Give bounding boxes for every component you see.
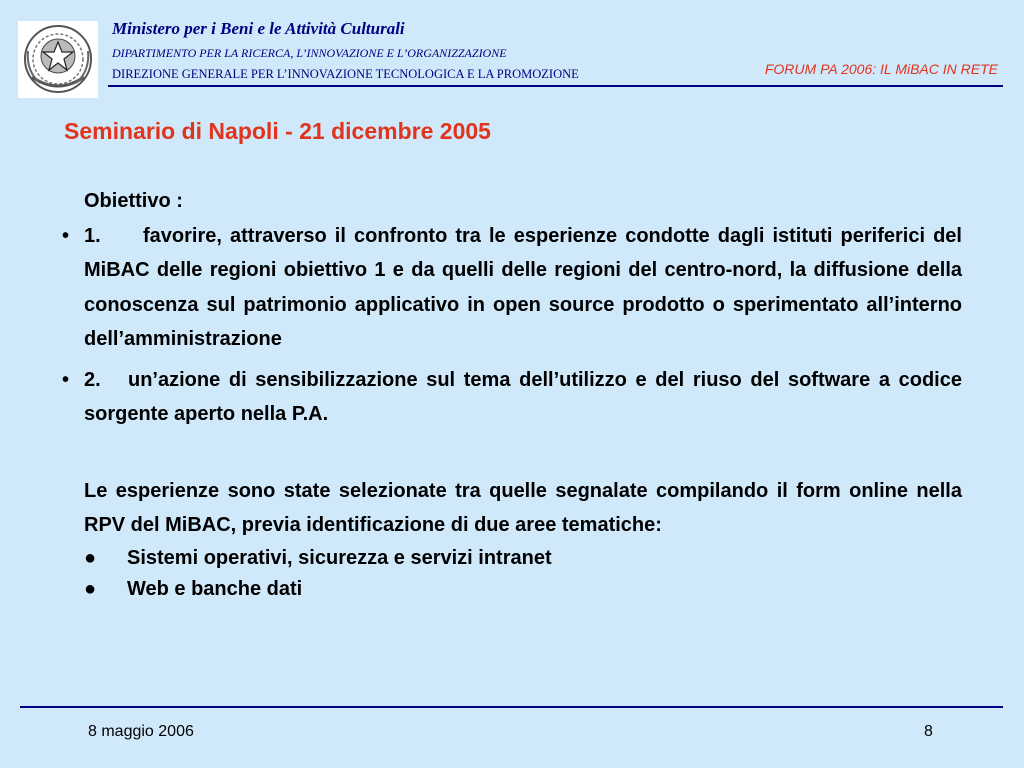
item-number: 2.	[84, 368, 101, 391]
area-label: Web e banche dati	[127, 578, 303, 600]
footer-divider	[20, 706, 1003, 708]
item-text: un’azione di sensibilizzazione sul tema dell’utilizzo e del riuso del software a codice sorgente aperto nella P.A.	[84, 368, 962, 425]
slide-title: Seminario di Napoli - 21 dicembre 2005	[64, 118, 491, 144]
event-label: FORUM PA 2006: IL MiBAC IN RETE	[764, 61, 998, 77]
slide-body	[62, 184, 962, 606]
objective-label: Obiettivo :	[84, 190, 183, 212]
footer-date: 8 maggio 2006	[88, 723, 194, 740]
list-item	[84, 543, 962, 575]
selection-paragraph: Le esperienze sono state selezionate tra quelle segnalate compilando il form online nella RPV del MiBAC, previa identificazione di due aree tematiche:	[84, 479, 962, 536]
objective-item-1	[62, 219, 962, 357]
thematic-areas-list	[84, 543, 962, 606]
directorate-name: DIREZIONE GENERALE PER L’INNOVAZIONE TECNOLOGICA E LA PROMOZIONE	[112, 67, 579, 81]
republic-emblem-icon	[18, 21, 98, 98]
bullet-icon: •	[62, 368, 70, 391]
bullet-icon: ●	[84, 546, 97, 569]
bullet-icon: ●	[84, 578, 97, 600]
bullet-icon: •	[62, 224, 70, 247]
ministry-title: Ministero per i Beni e le Attività Culturali	[112, 19, 405, 38]
department-name: DIPARTIMENTO PER LA RICERCA, L’INNOVAZIONE E L’ORGANIZZAZIONE	[112, 46, 507, 60]
emblem-logo	[18, 21, 98, 98]
list-item	[84, 574, 962, 606]
area-label: Sistemi operativi, sicurezza e servizi intranet	[127, 546, 552, 569]
item-number: 1.	[84, 224, 101, 247]
item-text: favorire, attraverso il confronto tra le esperienze condotte dagli istituti periferici del MiBAC delle regioni obiettivo 1 e da quelli delle regioni del centro-nord, la diffusione della conoscenza sul patrimonio applicativo in open source prodotto o sperimentato all’interno dell’amministrazione	[84, 224, 962, 350]
objective-item-2	[62, 363, 962, 432]
header-divider	[108, 85, 1003, 87]
page-number: 8	[924, 723, 933, 740]
